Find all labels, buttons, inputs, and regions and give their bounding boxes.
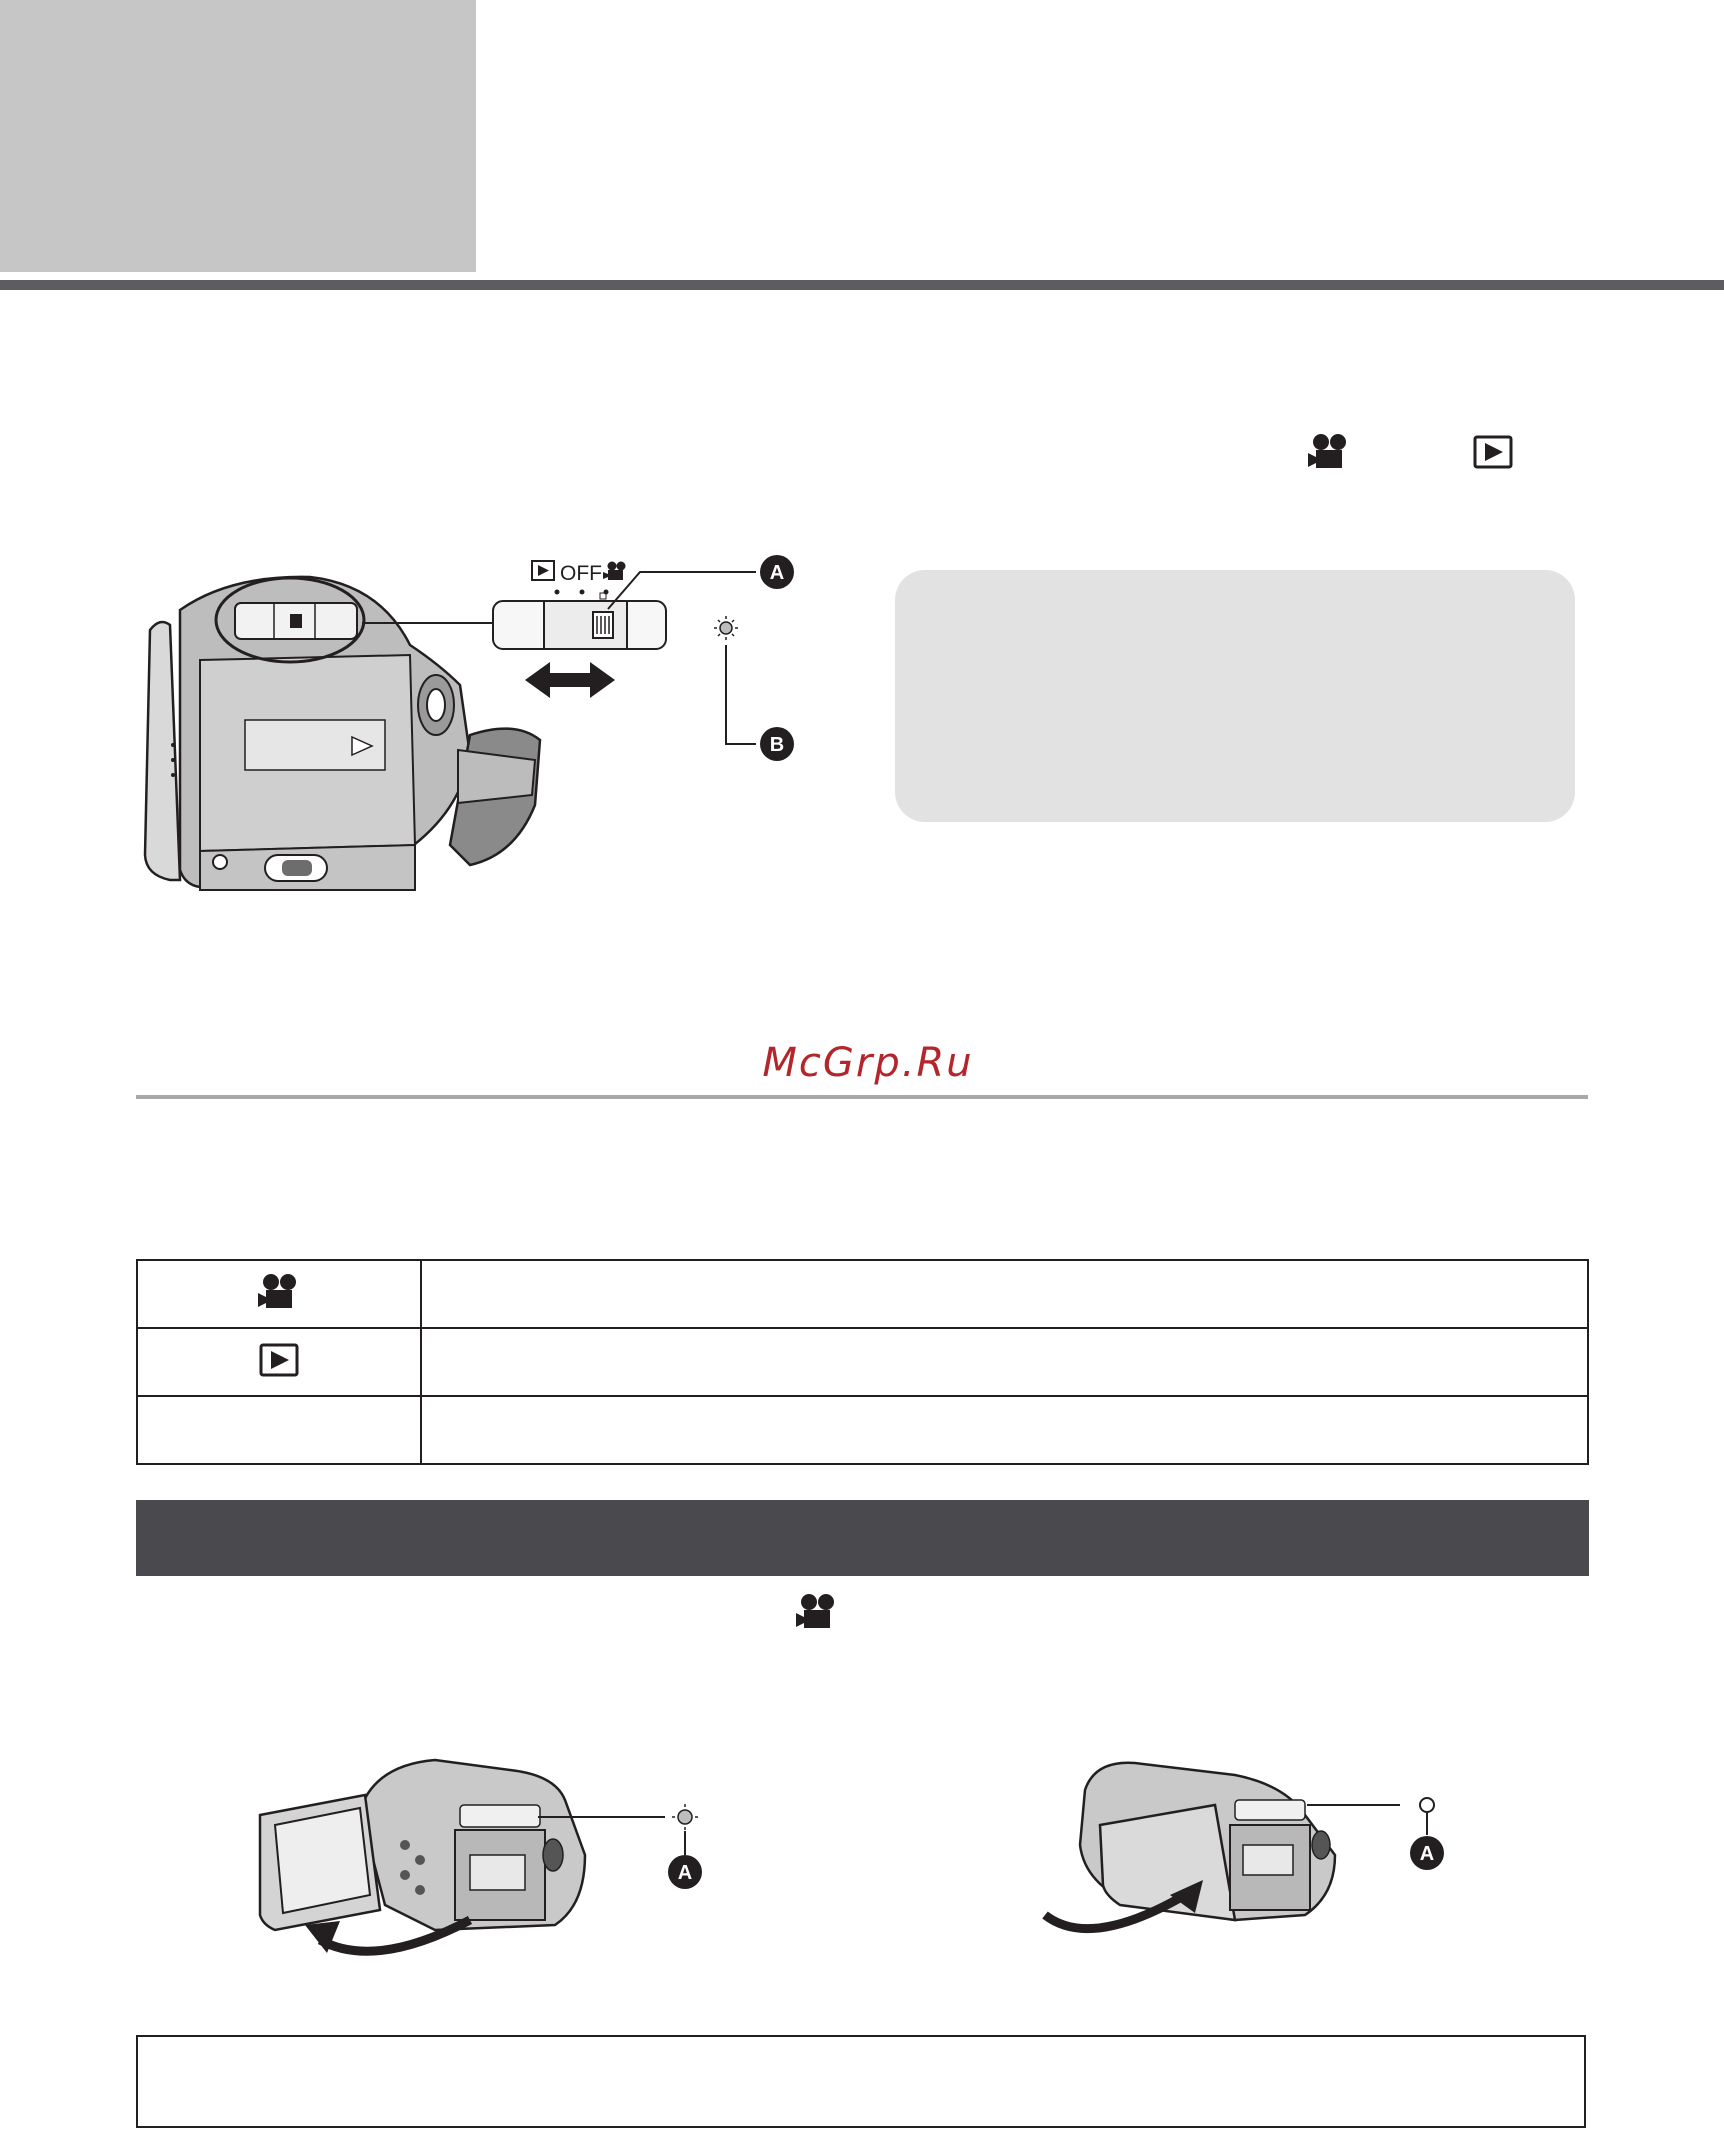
table-icon-cell — [137, 1260, 421, 1328]
play-triangle-icon — [1473, 435, 1513, 469]
callout-b-label: B — [769, 734, 785, 756]
movie-camera-icon — [1308, 433, 1350, 471]
callout-a-label: A — [677, 1862, 693, 1884]
switch-movie-camera-icon — [603, 562, 626, 581]
movie-camera-icon — [796, 1593, 838, 1631]
mode-table — [136, 1259, 1589, 1465]
play-triangle-icon — [258, 1343, 300, 1377]
table-icon-cell — [137, 1396, 421, 1464]
double-arrow-icon — [525, 662, 615, 698]
lcd-open-illustration — [255, 1745, 735, 1965]
table-description-cell — [421, 1260, 1588, 1328]
switch-off-label: OFF — [560, 562, 602, 585]
status-lamp-off-icon — [1420, 1798, 1434, 1812]
mode-switch-closeup — [493, 561, 666, 649]
header-rule — [0, 280, 1724, 290]
table-description-cell — [421, 1396, 1588, 1464]
chapter-tab — [0, 0, 476, 272]
callout-a-label: A — [1419, 1843, 1435, 1865]
callout-a-label: A — [769, 562, 785, 584]
section-rule — [136, 1095, 1588, 1099]
note-box — [895, 570, 1575, 822]
section-banner — [136, 1500, 1589, 1576]
lcd-closed-illustration — [1035, 1745, 1485, 1955]
table-description-cell — [421, 1328, 1588, 1396]
status-lamp-icon — [672, 1804, 698, 1830]
bottom-note-box — [136, 2035, 1586, 2128]
movie-camera-icon — [258, 1273, 300, 1311]
camcorder-mode-switch-diagram — [140, 555, 820, 915]
table-row — [137, 1328, 1588, 1396]
table-icon-cell — [137, 1328, 421, 1396]
table-row — [137, 1396, 1588, 1464]
watermark: McGrp.Ru — [762, 1040, 974, 1086]
table-row — [137, 1260, 1588, 1328]
status-lamp-icon — [714, 616, 738, 640]
